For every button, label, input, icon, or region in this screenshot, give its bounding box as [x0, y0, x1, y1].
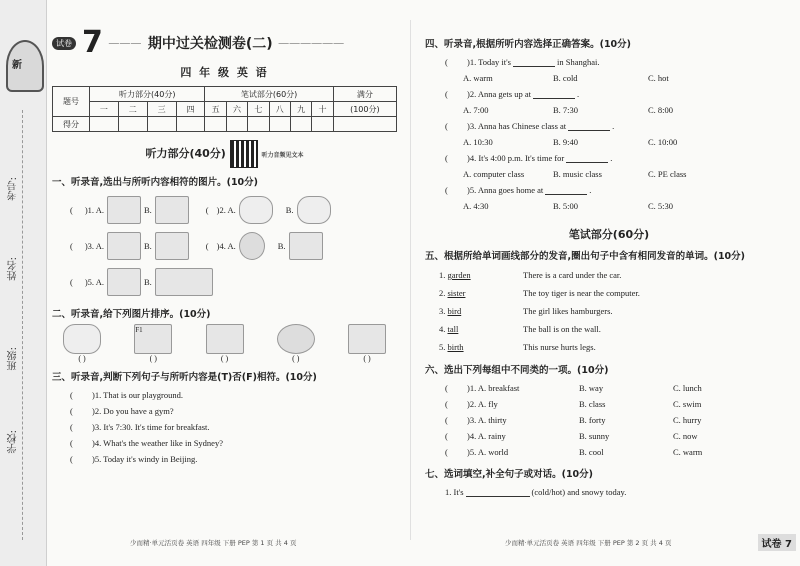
- row-num: 1.: [439, 270, 448, 280]
- score-cell[interactable]: [205, 117, 226, 132]
- answer-blank[interactable]: [466, 487, 530, 497]
- score-cell[interactable]: [269, 117, 290, 132]
- seq-item: [266, 324, 326, 363]
- score-cell[interactable]: [248, 117, 269, 132]
- target-word: birth: [447, 342, 464, 352]
- teacher-board-icon: [107, 268, 141, 296]
- tf-question: ( )2. Do you have a gym?: [70, 406, 174, 416]
- listening-score-header: 听力部分(40分): [90, 87, 205, 102]
- fill-blank-question: [425, 484, 793, 500]
- binding-cut-line: [22, 110, 23, 540]
- score-col: 九: [290, 102, 311, 117]
- question-text: .: [612, 121, 615, 131]
- row-num: 5.: [439, 342, 448, 352]
- option-c[interactable]: C. lunch: [673, 383, 702, 393]
- phonics-sentence[interactable]: The girl likes hamburgers.: [523, 306, 613, 316]
- option-b[interactable]: B. class: [579, 399, 606, 409]
- order-blank[interactable]: ( ): [292, 354, 300, 363]
- target-word: bird: [447, 306, 462, 316]
- tf-question: ( )5. Today it's windy in Beijing.: [70, 454, 198, 464]
- listening-title: 听力部分(40分): [145, 147, 226, 160]
- order-blank[interactable]: ( ): [149, 354, 157, 363]
- option-b[interactable]: B. 9:40: [553, 137, 579, 147]
- option-b: B.: [277, 241, 286, 251]
- odd-one-out-row: ( )3. A. thirty B. forty C. hurry: [445, 415, 702, 425]
- part1-row: [52, 228, 397, 264]
- question-text: )1. That is our playground.: [92, 390, 183, 400]
- score-col: 一: [90, 102, 119, 117]
- paren: (: [205, 241, 209, 251]
- item-label: )2. A.: [216, 205, 236, 215]
- answer-blank[interactable]: [568, 121, 610, 131]
- odd-one-out-row: ( )1. A. breakfast B. way C. lunch: [445, 383, 702, 393]
- cloud-icon: [297, 196, 331, 224]
- exam-badge: 试卷: [52, 37, 76, 50]
- score-col: 六: [226, 102, 247, 117]
- score-col: 三: [147, 102, 176, 117]
- question-text: )2. Do you have a gym?: [92, 406, 174, 416]
- question-text: )1. Today it's: [467, 57, 511, 67]
- target-word: sister: [447, 288, 466, 298]
- score-cell[interactable]: [290, 117, 311, 132]
- food-bowl-icon: [277, 324, 315, 354]
- score-table-row-label: 题号: [53, 87, 90, 117]
- option-b[interactable]: B. 7:30: [553, 105, 579, 115]
- answer-blank[interactable]: [533, 89, 575, 99]
- part4-question: ( )5. Anna goes home at . A. 4:30 B. 5:00 C. 5:30: [425, 182, 793, 214]
- item-label: )4. A.: [216, 241, 236, 251]
- question-text: )4. It's 4:00 p.m. It's time for: [467, 153, 565, 163]
- seq-item: [337, 324, 397, 363]
- option-c[interactable]: C. hot: [648, 73, 669, 83]
- paren: (: [70, 241, 73, 251]
- score-cell[interactable]: [333, 117, 396, 132]
- school-building-icon: [155, 232, 189, 260]
- odd-one-out-row: ( )5. A. world B. cool C. warm: [445, 447, 703, 457]
- tf-question: ( )4. What's the weather like in Sydney?: [70, 438, 223, 448]
- footer-left: 少而精·单元活页卷 英语 四年级 下册 PEP 第 1 页 共 4 页: [130, 539, 297, 547]
- option-c[interactable]: C. 5:30: [648, 201, 674, 211]
- option-c[interactable]: C. PE class: [648, 169, 687, 179]
- question-text: )5. Today it's windy in Beijing.: [92, 454, 198, 464]
- phonics-row: [425, 338, 793, 356]
- part4-title: 四、听录音,根据所听内容选择正确答案。(10分): [425, 39, 632, 50]
- qr-code-icon[interactable]: [230, 140, 258, 168]
- option-b[interactable]: B. cold: [553, 73, 578, 83]
- paren: (: [70, 277, 73, 287]
- option-b[interactable]: B. cool: [579, 447, 604, 457]
- children-picture-icon: [289, 232, 323, 260]
- exam-number-field[interactable]: 考号:: [8, 177, 19, 201]
- odd-one-out-row: ( )2. A. fly B. class C. swim: [445, 399, 702, 409]
- floor-label: F1: [135, 326, 143, 334]
- option-b[interactable]: B. way: [579, 383, 604, 393]
- phonics-row: [425, 302, 793, 320]
- question-text: )4. What's the weather like in Sydney?: [92, 438, 223, 448]
- part4-question: ( )1. Today it's in Shanghai. A. warm B. cold C. hot: [425, 54, 793, 86]
- exam-header: [52, 25, 397, 60]
- option-b: B.: [285, 205, 294, 215]
- written-title: 笔试部分(60分): [568, 228, 650, 241]
- classroom-picture-icon: [107, 232, 141, 260]
- part1-row: [52, 192, 397, 228]
- item-label: )3. A.: [84, 241, 104, 251]
- question-text: (cold/hot) and snowy today.: [531, 487, 627, 497]
- score-cell[interactable]: [118, 117, 147, 132]
- item-label: )1. A.: [84, 205, 104, 215]
- seq-item: [195, 324, 255, 363]
- part4-question: ( )4. It's 4:00 p.m. It's time for . A. computer class B. music class C. PE class: [425, 150, 793, 182]
- part3-title: 三、听录音,判断下列句子与所听内容是(T)否(F)相符。(10分): [52, 372, 317, 383]
- class-field[interactable]: 班级:: [8, 347, 19, 371]
- question-text: )3. Anna has Chinese class at: [467, 121, 567, 131]
- score-cell[interactable]: [147, 117, 176, 132]
- answer-blank[interactable]: [513, 57, 555, 67]
- header-dashes: ———: [108, 37, 142, 49]
- option-a[interactable]: A. warm: [463, 73, 493, 83]
- name-field[interactable]: 姓名:: [8, 257, 19, 281]
- option-b[interactable]: B. 5:00: [553, 201, 579, 211]
- option-a[interactable]: )2. A. fly: [467, 399, 498, 409]
- option-b[interactable]: B. forty: [579, 415, 606, 425]
- part1-row: [52, 264, 397, 300]
- part6-title: 六、选出下列每组中不同类的一项。(10分): [425, 365, 609, 376]
- score-cell[interactable]: [90, 117, 119, 132]
- part5-list: [425, 266, 793, 356]
- option-b: B.: [143, 241, 152, 251]
- order-blank[interactable]: ( ): [220, 354, 229, 363]
- option-b[interactable]: B. sunny: [579, 431, 610, 441]
- option-a[interactable]: A. 7:00: [463, 105, 489, 115]
- option-a[interactable]: )1. A. breakfast: [467, 383, 520, 393]
- page-tag: 试卷 7: [758, 534, 796, 551]
- target-word: garden: [447, 270, 471, 280]
- part7-title: 七、选词填空,补全句子或对话。(10分): [425, 469, 594, 480]
- score-col: 二: [118, 102, 147, 117]
- building-icon: [206, 324, 244, 354]
- question-text: 1. It's: [445, 487, 464, 497]
- seq-item: [52, 324, 112, 363]
- score-col: 七: [248, 102, 269, 117]
- written-score-header: 笔试部分(60分): [205, 87, 333, 102]
- binding-strip: [0, 0, 47, 566]
- boy-picture-icon: [239, 232, 265, 260]
- part2-sequence: [52, 324, 397, 363]
- question-text: )3. It's 7:30. It's time for breakfast.: [92, 422, 210, 432]
- part1-title: 一、听录音,选出与所听内容相符的图片。(10分): [52, 177, 259, 188]
- computer-room-icon: [348, 324, 386, 354]
- score-col: 八: [269, 102, 290, 117]
- paren: (: [70, 205, 73, 215]
- school-field[interactable]: 学校:: [8, 430, 19, 454]
- total-score-label: 满分: [333, 87, 396, 102]
- row-num: 2.: [439, 288, 448, 298]
- part5-title: 五、根据所给单词画线部分的发音,圈出句子中含有相同发音的单词。(10分): [425, 251, 746, 262]
- floor-sign-icon: [134, 324, 172, 354]
- score-row-label: 得分: [53, 117, 90, 132]
- question-text: .: [589, 185, 592, 195]
- part4-question: ( )3. Anna has Chinese class at . A. 10:30 B. 9:40 C. 10:00: [425, 118, 793, 150]
- score-table: [52, 86, 397, 132]
- header-dashes-right: ——————: [278, 37, 345, 49]
- tf-question: ( )3. It's 7:30. It's time for breakfast.: [70, 422, 210, 432]
- exam-subtitle: 四 年 级 英 语: [180, 66, 269, 79]
- answer-blank[interactable]: [545, 185, 587, 195]
- library-picture-icon: [155, 196, 189, 224]
- column-divider: [410, 20, 411, 540]
- seq-item: [123, 324, 183, 363]
- footer-right: 少而精·单元活页卷 英语 四年级 下册 PEP 第 2 页 共 4 页: [505, 539, 672, 547]
- option-c[interactable]: C. 8:00: [648, 105, 674, 115]
- option-c[interactable]: C. now: [673, 431, 698, 441]
- target-word: tall: [447, 324, 459, 334]
- option-c[interactable]: C. 10:00: [648, 137, 678, 147]
- total-score-value: (100分): [333, 102, 396, 117]
- option-b[interactable]: B. music class: [553, 169, 602, 179]
- question-text: )5. Anna goes home at: [467, 185, 544, 195]
- option-b: B.: [143, 205, 152, 215]
- door-picture-icon: [107, 196, 141, 224]
- option-c[interactable]: C. warm: [673, 447, 703, 457]
- score-col: 五: [205, 102, 226, 117]
- order-blank[interactable]: ( ): [78, 354, 86, 363]
- option-c[interactable]: C. swim: [673, 399, 702, 409]
- students-picture-icon: [155, 268, 213, 296]
- option-c[interactable]: C. hurry: [673, 415, 702, 425]
- score-col: 十: [312, 102, 333, 117]
- option-a[interactable]: )3. A. thirty: [467, 415, 507, 425]
- listening-section: [52, 140, 397, 168]
- option-a[interactable]: )4. A. rainy: [467, 431, 506, 441]
- left-column: [52, 25, 397, 467]
- phonics-row: [425, 320, 793, 338]
- phonics-sentence[interactable]: This nurse hurts legs.: [523, 342, 596, 352]
- row-num: 3.: [439, 306, 448, 316]
- option-b: B.: [143, 277, 152, 287]
- phonics-sentence[interactable]: There is a card under the car.: [523, 270, 622, 280]
- option-a[interactable]: A. computer class: [463, 169, 525, 179]
- phonics-row: [425, 284, 793, 302]
- item-label: )5. A.: [84, 277, 104, 287]
- exam-number: 7: [82, 25, 103, 60]
- question-text: .: [610, 153, 613, 163]
- option-a[interactable]: )5. A. world: [467, 447, 509, 457]
- phonics-row: [425, 266, 793, 284]
- odd-one-out-row: ( )4. A. rainy B. sunny C. now: [445, 431, 698, 441]
- answer-blank[interactable]: [566, 153, 608, 163]
- question-text: )2. Anna gets up at: [467, 89, 531, 99]
- score-cell[interactable]: [312, 117, 333, 132]
- score-cell[interactable]: [226, 117, 247, 132]
- part4-question: ( )2. Anna gets up at . A. 7:00 B. 7:30 C. 8:00: [425, 86, 793, 118]
- score-col: 四: [176, 102, 205, 117]
- question-text: in Shanghai.: [557, 57, 600, 67]
- row-num: 4.: [439, 324, 448, 334]
- paren: (: [205, 205, 209, 215]
- option-a[interactable]: A. 4:30: [463, 201, 489, 211]
- rain-icon: [63, 324, 101, 354]
- question-text: .: [576, 89, 580, 99]
- part2-title: 二、听录音,给下列图片排序。(10分): [52, 309, 211, 320]
- phonics-sentence[interactable]: The toy tiger is near the computer.: [523, 288, 640, 298]
- tf-question: ( )1. That is our playground.: [70, 390, 183, 400]
- right-column: [425, 28, 793, 500]
- order-blank[interactable]: ( ): [363, 354, 371, 363]
- qr-caption: 听力音频见文本: [261, 152, 304, 159]
- phonics-sentence[interactable]: The ball is on the wall.: [523, 324, 601, 334]
- option-a[interactable]: A. 10:30: [463, 137, 493, 147]
- exam-title: 期中过关检测卷(二): [147, 36, 273, 52]
- rain-cloud-icon: [239, 196, 273, 224]
- publisher-logo: 新: [6, 40, 44, 92]
- score-cell[interactable]: [176, 117, 205, 132]
